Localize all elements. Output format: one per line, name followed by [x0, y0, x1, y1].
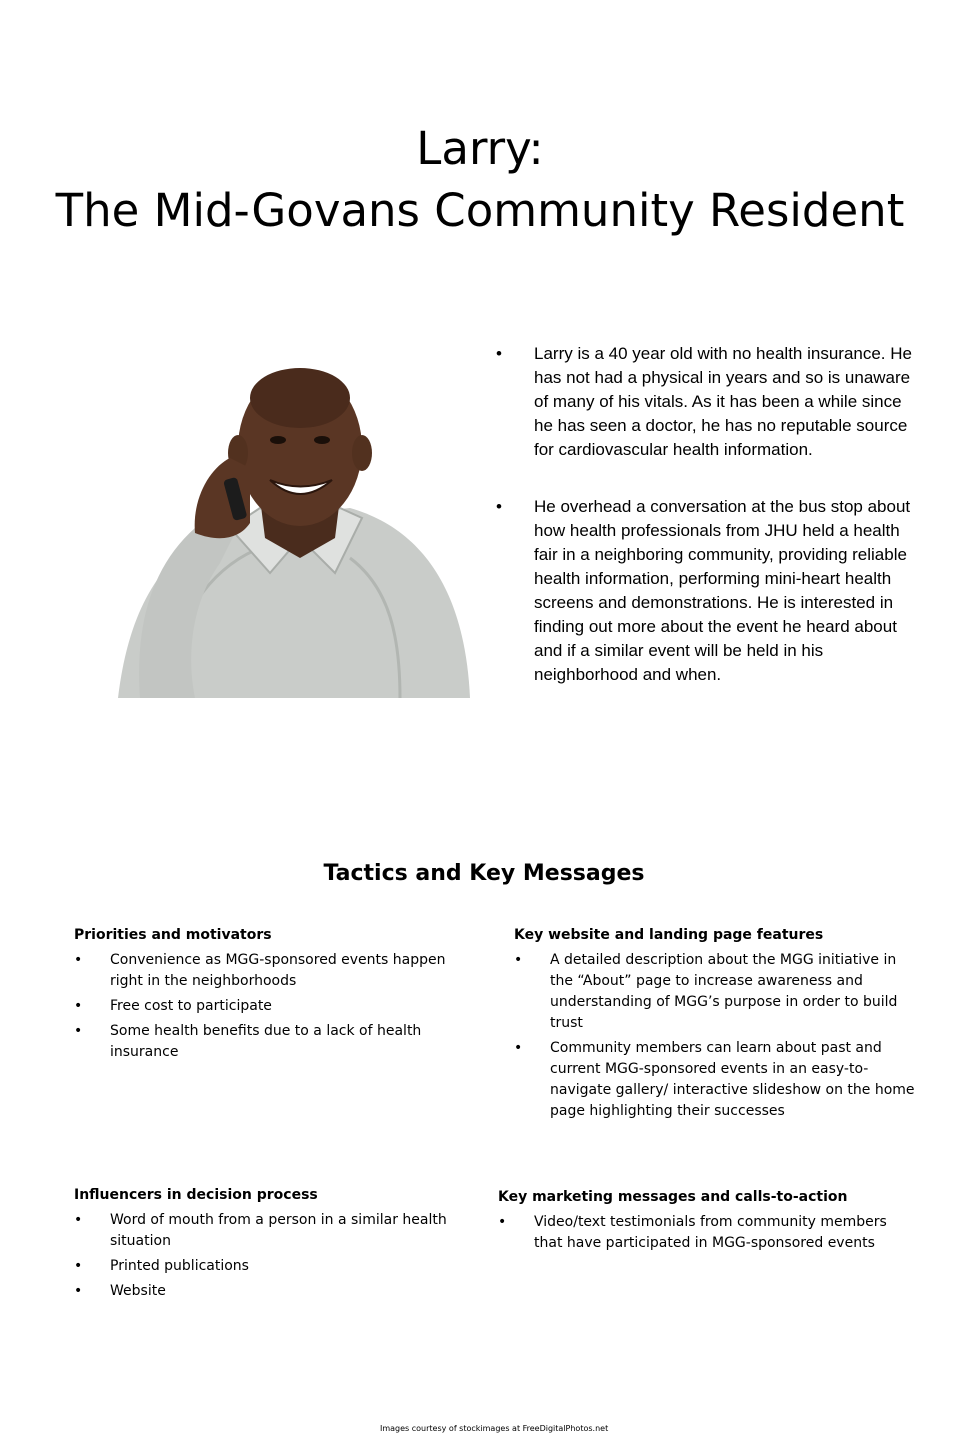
bullet: •	[514, 952, 523, 968]
marketing-list	[498, 1212, 908, 1254]
list-item-text: Word of mouth from a person in a similar health situation	[110, 1212, 447, 1249]
page-title	[0, 118, 960, 242]
bullet: •	[74, 1258, 83, 1274]
bullet: •	[74, 1212, 83, 1228]
bio-text: He overhead a conversation at the bus stop about how health professionals from JHU held a health fair in a neighboring community, providing reliable health information, performing mini-heart health screens and demonstrations. He is interested in finding out more about the event he heard about and if a similar event will be held in his neighborhood and when.	[534, 497, 911, 684]
section-title: Tactics and Key Messages	[323, 861, 645, 886]
priorities-list	[74, 950, 469, 1063]
bio-text: Larry is a 40 year old with no health insurance. He has not had a physical in years and so is unaware of many of his vitals. As it has been a while since he has seen a doctor, he has no reputable source for cardiovascular health information.	[534, 344, 912, 459]
bio-item	[496, 495, 916, 687]
bullet: •	[74, 998, 83, 1014]
influencers-block	[74, 1185, 469, 1306]
list-item-text: Some health benefits due to a lack of health insurance	[110, 1023, 422, 1060]
priorities-heading: Priorities and motivators	[74, 927, 272, 943]
list-item	[74, 1256, 469, 1277]
list-item	[514, 1038, 919, 1122]
influencers-heading: Influencers in decision process	[74, 1187, 318, 1203]
website-features-block	[514, 925, 919, 1126]
marketing-heading: Key marketing messages and calls-to-action	[498, 1189, 848, 1205]
list-item	[74, 950, 469, 992]
bullet: •	[74, 1023, 83, 1039]
list-item-text: Printed publications	[110, 1258, 249, 1274]
persona-description	[496, 342, 916, 687]
list-item-text: A detailed description about the MGG initiative in the “About” page to increase awareness and understanding of MGG’s purpose in order to build trust	[550, 952, 898, 1031]
marketing-messages-block	[498, 1187, 908, 1258]
bio-item	[496, 342, 916, 462]
image-credit: Images courtesy of stockimages at FreeDigitalPhotos.net	[380, 1424, 609, 1433]
list-item	[74, 1021, 469, 1063]
list-item	[74, 1281, 469, 1302]
list-item-text: Video/text testimonials from community members that have participated in MGG-sponsored events	[534, 1214, 887, 1251]
website-heading: Key website and landing page features	[514, 927, 824, 943]
bullet: •	[496, 497, 502, 516]
list-item	[74, 1210, 469, 1252]
bullet: •	[498, 1214, 507, 1230]
bullet: •	[496, 344, 502, 363]
website-list	[514, 950, 919, 1122]
influencers-list	[74, 1210, 469, 1302]
priorities-block	[74, 925, 469, 1067]
list-item	[514, 950, 919, 1034]
bullet: •	[74, 1283, 83, 1299]
bullet: •	[74, 952, 83, 968]
list-item-text: Free cost to participate	[110, 998, 272, 1014]
person-illustration	[100, 358, 480, 698]
list-item	[74, 996, 469, 1017]
list-item-text: Community members can learn about past and current MGG-sponsored events in an easy-to-navigate gallery/ interactive slideshow on the home page highlighting their successes	[550, 1040, 915, 1119]
title-line-1: Larry:	[416, 122, 544, 175]
list-item-text: Convenience as MGG-sponsored events happen right in the neighborhoods	[110, 952, 446, 989]
bullet: •	[514, 1040, 523, 1056]
list-item-text: Website	[110, 1283, 166, 1299]
person-on-phone-photo	[100, 358, 480, 698]
list-item	[498, 1212, 908, 1254]
title-line-2: The Mid-Govans Community Resident	[55, 184, 905, 237]
